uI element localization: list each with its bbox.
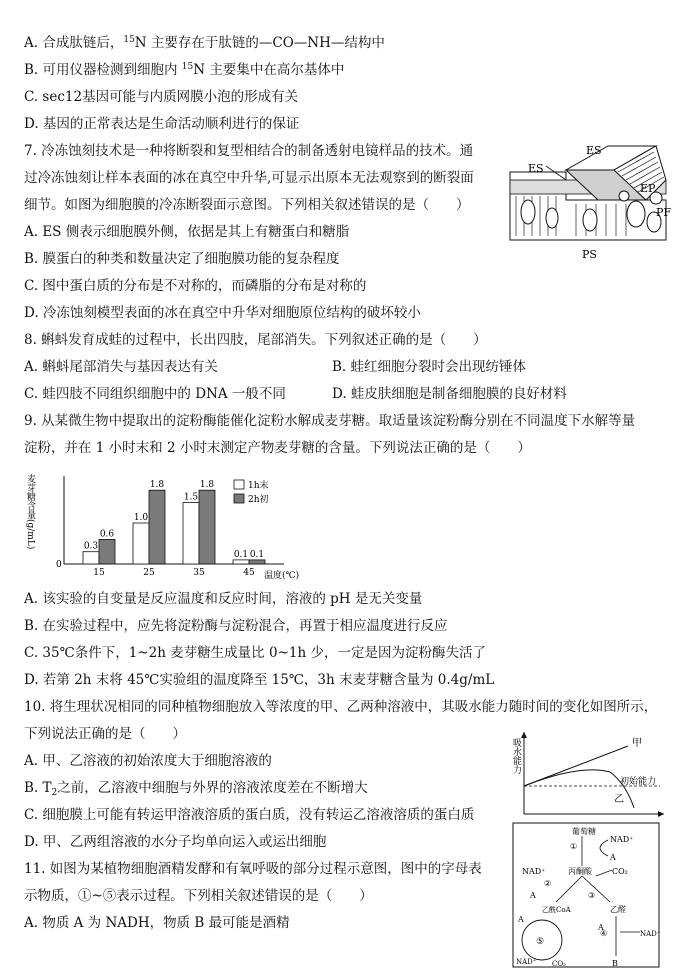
fig-a-cycle: A (518, 915, 524, 924)
fig-nad-left: NAD⁺ (522, 867, 546, 876)
water-absorption-figure (510, 728, 670, 820)
fig-label-es-left: ES (528, 162, 544, 175)
q10-option-a: A. 甲、乙溶液的初始浓度大于细胞溶液的 (24, 753, 272, 769)
q11-stem-line2: 示物质，①~⑤表示过程。下列相关叙述错误的是（ ） (24, 888, 373, 904)
fig-label-yi: 乙 (614, 794, 624, 805)
chart-bar (233, 560, 249, 564)
fig-acetyl-coa: 乙酰CoA (542, 906, 571, 914)
q11-option-a: A. 物质 A 为 NADH，物质 B 最可能是酒精 (24, 915, 290, 931)
q9-stem-line2: 淀粉，并在 1 小时末和 2 小时末测定产物麦芽糖的含量。下列说法正确的是（ ） (24, 440, 531, 456)
chart-bar (149, 490, 165, 564)
chart-ylabel: 麦芽糖含量(g/mL) (25, 474, 35, 550)
q7-option-a: A. ES 侧表示细胞膜外侧，依据是其上有糖蛋白和糖脂 (24, 224, 350, 240)
chart-legend-swatch (234, 480, 244, 489)
chart-x-tick: 15 (93, 568, 105, 578)
chart-value-label: 0.3 (83, 541, 99, 552)
fig-ethanal: 乙醛 (610, 905, 626, 914)
fig-nad-bottom: NAD⁺ (516, 958, 537, 966)
fig-a-top: A (610, 853, 616, 862)
fig-step-2: ② (544, 879, 552, 888)
chart-legend-label: 2h初 (248, 495, 269, 505)
q7-stem-line3: 细节。如图为细胞膜的冷冻断裂面示意图。下列相关叙述错误的是（ ） (24, 197, 470, 213)
chart-legend-label: 1h末 (248, 481, 269, 491)
fig-label-initial: 初始能力 (620, 777, 657, 787)
fig-pyruvate: 丙酮酸 (568, 867, 592, 876)
q7-stem-line2: 过冷冻蚀刻让样本表面的冰在真空中升华,可显示出原本无法观察到的断裂面 (24, 170, 474, 186)
chart-bar (133, 523, 149, 564)
fig-co2-top: CO₂ (612, 867, 628, 876)
fig-nad-right: NAD⁺ (640, 930, 660, 938)
q9-option-c: C. 35℃条件下，1~2h 麦芽糖生成量比 0~1h 少，一定是因为淀粉酶失活了 (24, 645, 486, 661)
q7-option-b: B. 膜蛋白的种类和数量决定了细胞膜功能的复杂程度 (24, 251, 340, 267)
q7-option-c: C. 图中蛋白质的分布是不对称的，而磷脂的分布是对称的 (24, 278, 367, 294)
chart-bar (249, 560, 265, 564)
q11-stem-line1: 11. 如图为某植物细胞酒精发酵和有氧呼吸的部分过程示意图，图中的字母表 (24, 861, 482, 877)
fig-co2-bottom: CO₂ (552, 960, 566, 968)
q6-option-a: A. 合成肽链后，$^{15}$N 主要存在于肽链的—CO—NH—结构中 (24, 35, 385, 51)
q6-option-c: C. sec12基因可能与内质网膜小泡的形成有关 (24, 89, 299, 105)
chart-bar (99, 539, 115, 564)
fig-a-left: A (530, 891, 536, 900)
fig-step-5: ⑤ (536, 937, 545, 947)
fig-step-1: ① (570, 842, 578, 851)
q10-option-d: D. 甲、乙两组溶液的水分子均单向运入或运出细胞 (24, 834, 327, 850)
chart-value-label: 0.1 (249, 549, 265, 560)
q8-option-c: C. 蛙四肢不同组织细胞中的 DNA 一般不同 (24, 386, 286, 402)
freeze-fracture-membrane-figure (506, 140, 674, 265)
q10-stem-line2: 下列说法正确的是（ ） (24, 726, 186, 742)
fig-label-ep: EP (640, 182, 656, 195)
q6-option-d: D. 基因的正常表达是生命活动顺利进行的保证 (24, 116, 300, 132)
q8-stem: 8. 蝌蚪发育成蛙的过程中，长出四肢，尾部消失。下列叙述正确的是（ ） (24, 332, 487, 348)
fig-ylabel: 吸水能力 (511, 738, 521, 774)
fig-b: B (612, 959, 618, 968)
chart-value-label: 1.0 (133, 513, 149, 523)
chart-value-label: 1.8 (199, 480, 215, 491)
chart-value-label: 1.8 (149, 480, 165, 491)
chart-y-tick: 0 (56, 560, 62, 570)
fig-label-jia: 甲 (632, 738, 642, 749)
q8-option-b: B. 蛙红细胞分裂时会出现纺锤体 (332, 359, 527, 375)
chart-bar (83, 552, 99, 564)
q10-stem-line1: 10. 将生理状况相同的同种植物细胞放入等浓度的甲、乙两种溶液中，其吸水能力随时间的变化如图所示， (24, 699, 658, 715)
chart-value-label: 1.5 (183, 492, 199, 503)
chart-value-label: 0.6 (99, 529, 115, 540)
fig-label-ps: PS (582, 248, 597, 261)
q8-option-d: D. 蛙皮肤细胞是制备细胞膜的良好材料 (332, 386, 567, 402)
q7-option-d: D. 冷冻蚀刻模型表面的冰在真空中升华对细胞原位结构的破坏较小 (24, 305, 421, 321)
maltose-bar-chart (24, 472, 324, 584)
q9-option-d: D. 若第 2h 末将 45℃实验组的温度降至 15℃，3h 末麦芽糖含量为 0.4g/mL (24, 672, 495, 688)
chart-bar (183, 503, 199, 565)
fig-step-3: ③ (588, 891, 596, 900)
fig-label-es-top: ES (586, 144, 602, 157)
q8-option-a: A. 蝌蚪尾部消失与基因表达有关 (24, 359, 218, 375)
chart-x-tick: 25 (143, 568, 155, 578)
respiration-pathway-figure (512, 822, 660, 968)
chart-legend-swatch (234, 494, 244, 503)
q10-option-b: B. $T_2$之前，乙溶液中细胞与外界的溶液浓度差在不断增大 (24, 780, 368, 798)
q7-stem-line1: 7. 冷冻蚀刻技术是一种将断裂和复型相结合的制备透射电镜样品的技术。通 (24, 143, 474, 159)
q9-option-b: B. 在实验过程中，应先将淀粉酶与淀粉混合，再置于相应温度进行反应 (24, 618, 448, 634)
fig-step-4: ④ (600, 929, 608, 938)
chart-x-tick: 45 (243, 568, 255, 578)
fig-label-pf: PF (656, 206, 672, 219)
q9-stem-line1: 9. 从某微生物中提取出的淀粉酶能催化淀粉水解成麦芽糖。取适量该淀粉酶分别在不同温度下水解等量 (24, 413, 636, 429)
q6-option-b: B. 可用仪器检测到细胞内 $^{15}$N 主要集中在高尔基体中 (24, 62, 345, 78)
q10-option-c: C. 细胞膜上可能有转运甲溶液溶质的蛋白质，没有转运乙溶液溶质的蛋白质 (24, 807, 475, 823)
fig-a-right: A (598, 923, 604, 932)
fig-nad-top: NAD⁺ (610, 835, 634, 844)
fig-glucose: 葡萄糖 (572, 827, 596, 836)
chart-bar (199, 490, 215, 564)
chart-xlabel: 温度(℃) (264, 571, 300, 581)
q9-option-a: A. 该实验的自变量是反应温度和反应时间，溶液的 pH 是无关变量 (24, 591, 423, 607)
chart-value-label: 0.1 (233, 549, 249, 560)
chart-x-tick: 35 (193, 568, 205, 578)
